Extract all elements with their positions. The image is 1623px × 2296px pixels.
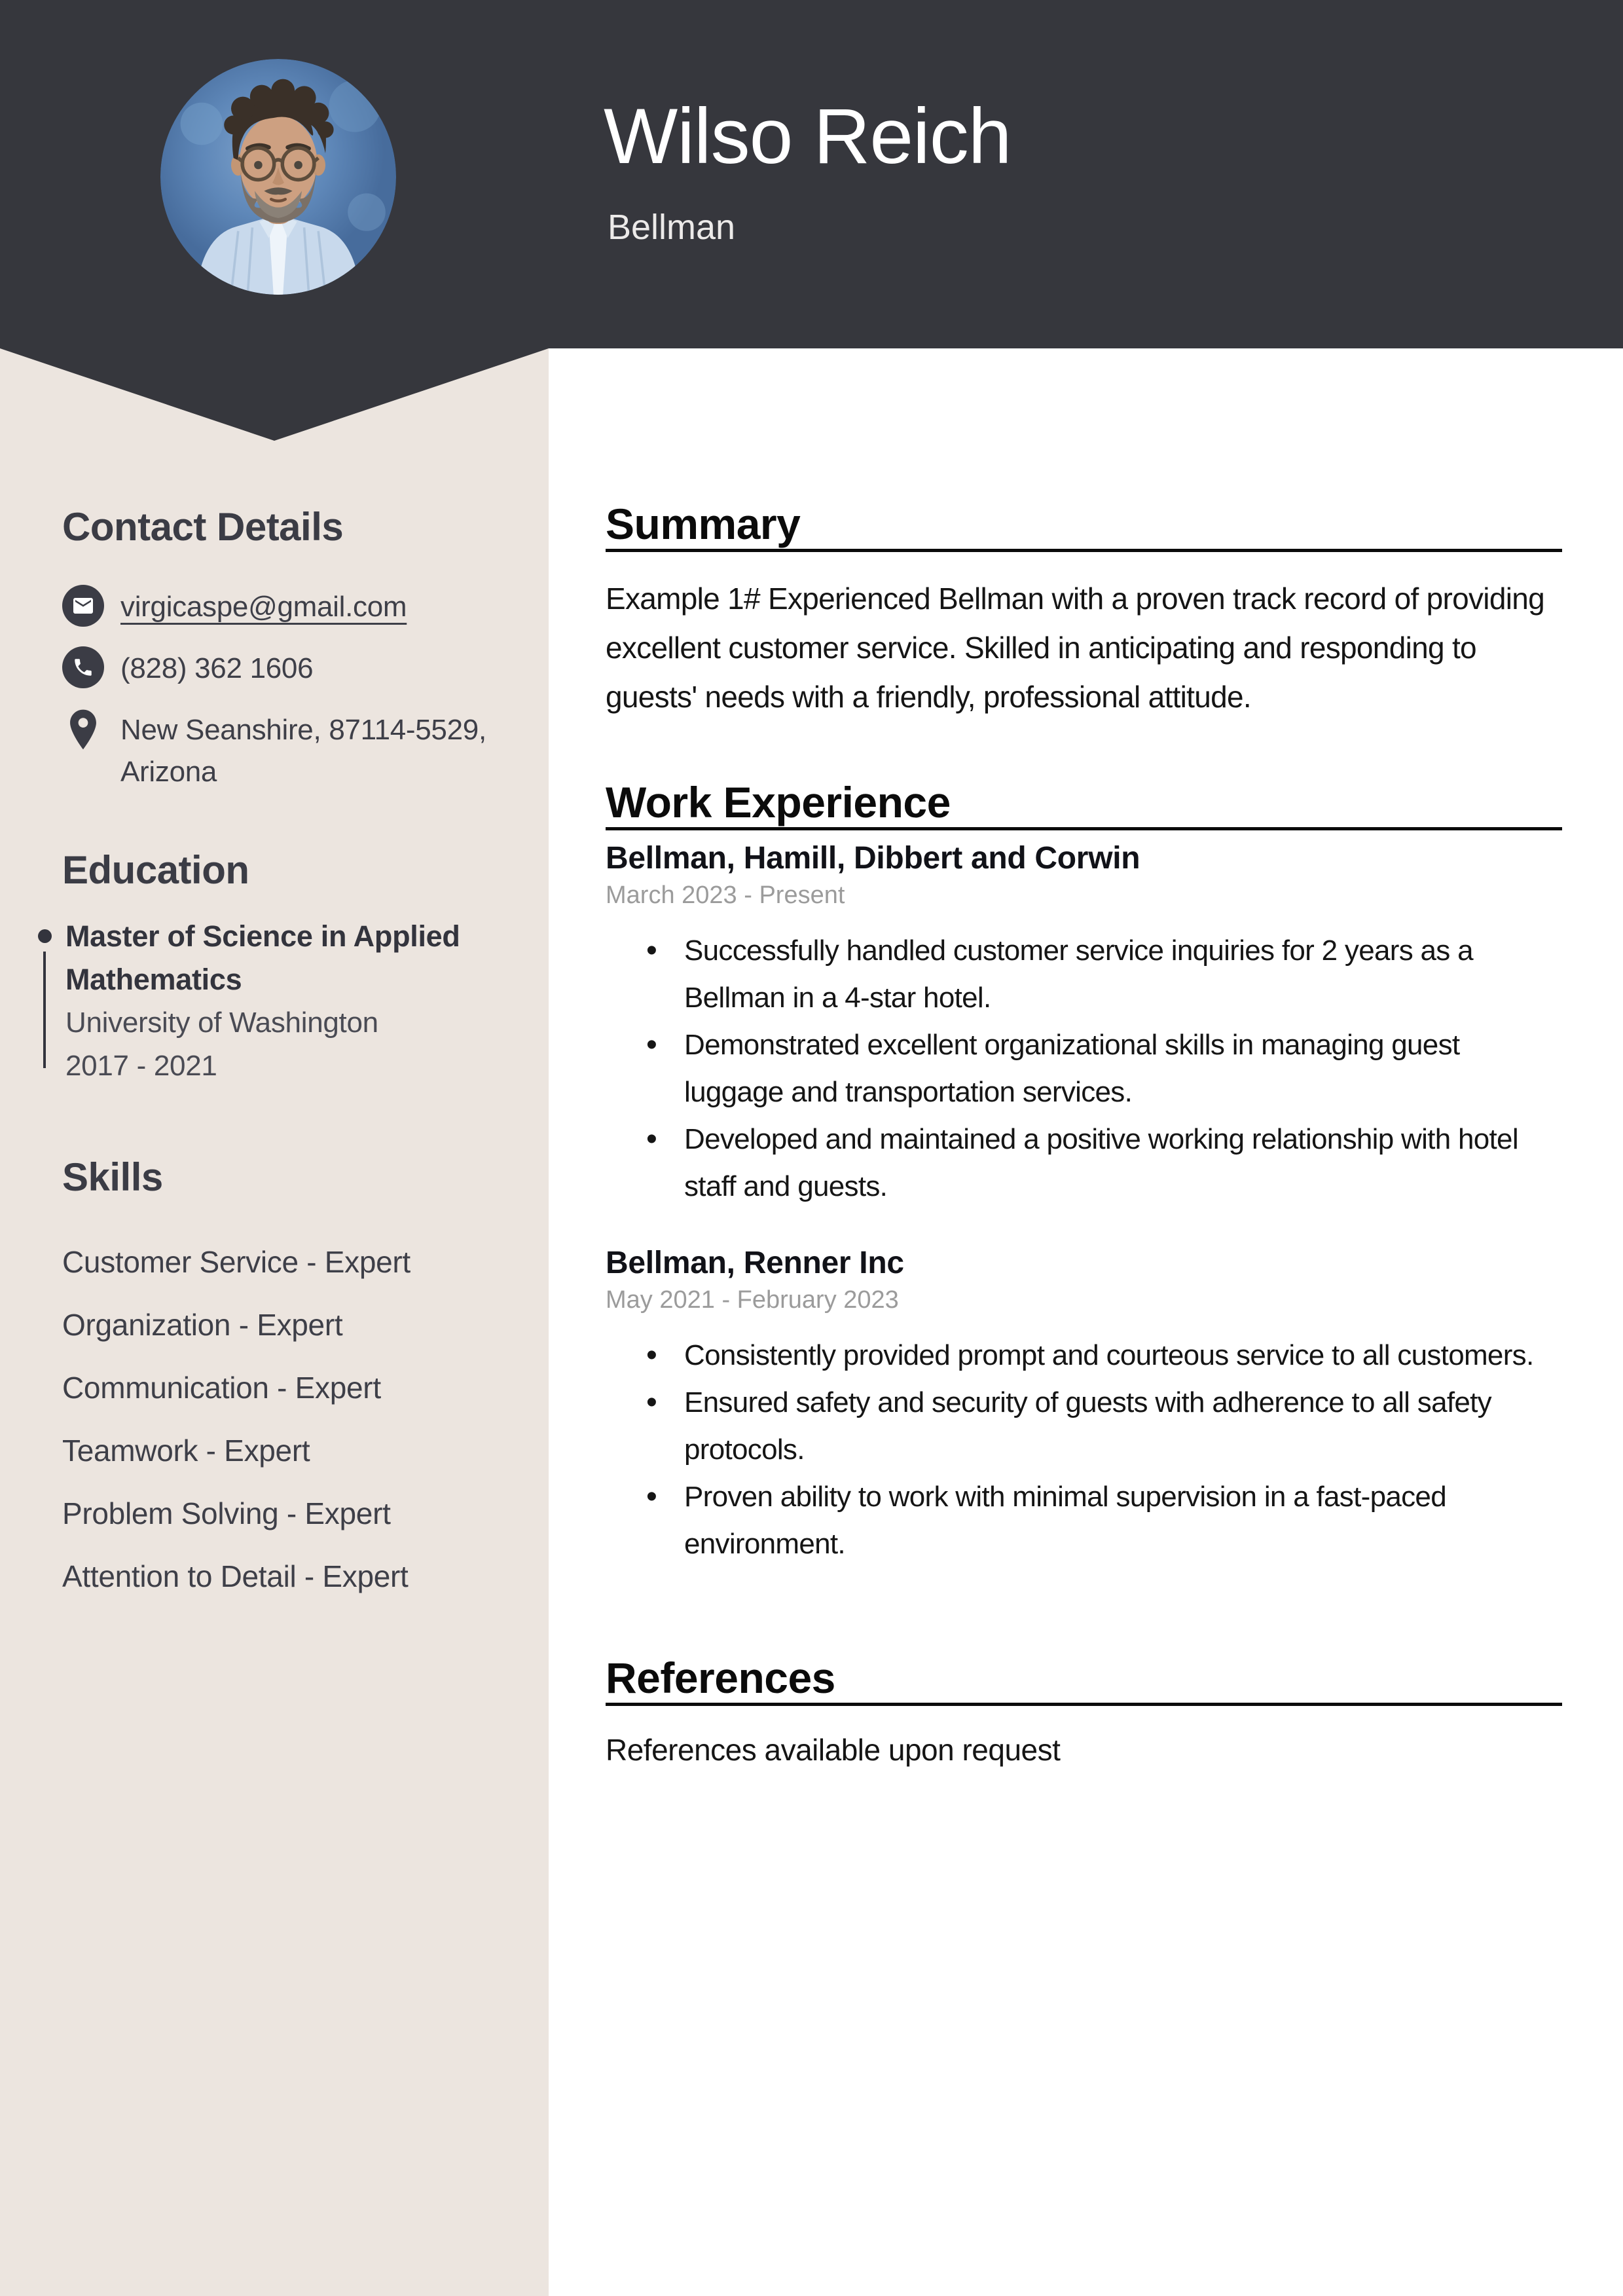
degree-name: Master of Science in Applied Mathematics xyxy=(65,919,460,996)
section-divider xyxy=(606,827,1562,830)
references-heading: References xyxy=(606,1654,835,1702)
job-bullet-list xyxy=(606,1332,1562,1568)
skills-section xyxy=(62,1155,520,1623)
contact-details-section xyxy=(62,504,520,811)
skill-item: Teamwork - Expert xyxy=(62,1434,310,1468)
job-entry xyxy=(606,1244,1562,1568)
job-bullet-list xyxy=(606,927,1562,1210)
section-divider xyxy=(606,1703,1562,1706)
section-divider xyxy=(606,549,1562,552)
education-entry xyxy=(30,915,528,1088)
location-pin-icon xyxy=(62,708,104,754)
contact-row-phone xyxy=(62,646,520,690)
timeline-dot xyxy=(38,929,52,943)
job-bullet: • Developed and maintained a positive working relationship with hotel staff and guests. xyxy=(606,1116,1561,1210)
skill-item: Problem Solving - Expert xyxy=(62,1496,391,1530)
references-section xyxy=(606,1653,1562,1771)
skill-item: Customer Service - Expert xyxy=(62,1245,410,1279)
person-name: Wilso Reich xyxy=(604,92,1012,180)
school-name: University of Washington xyxy=(65,1007,378,1039)
job-title: Bellman, Hamill, Dibbert and Corwin xyxy=(606,841,1140,876)
summary-heading: Summary xyxy=(606,500,801,548)
contact-rows xyxy=(62,585,520,793)
skills-list xyxy=(62,1246,520,1593)
skill-item: Organization - Expert xyxy=(62,1308,343,1342)
summary-text: Example 1# Experienced Bellman with a proven track record of providing excellent customer service. Skilled in anticipating and responding to guests' needs with a friendly, professional attitude. xyxy=(606,582,1544,714)
job-dates: May 2021 - February 2023 xyxy=(606,1286,899,1314)
phone-value: (828) 362 1606 xyxy=(120,652,314,684)
person-job-title: Bellman xyxy=(608,208,736,247)
job-dates: March 2023 - Present xyxy=(606,881,845,909)
location-value: New Seanshire, 87114-5529, Arizona xyxy=(120,714,486,788)
job-bullet: • Demonstrated excellent organizational skills in managing guest luggage and transportation services. xyxy=(606,1022,1561,1116)
job-bullet: • Proven ability to work with minimal supervision in a fast-paced environment. xyxy=(606,1473,1561,1568)
timeline-line xyxy=(43,952,46,1068)
job-title: Bellman, Renner Inc xyxy=(606,1246,904,1280)
email-link[interactable]: virgicaspe@gmail.com xyxy=(120,591,407,623)
skill-item: Attention to Detail - Expert xyxy=(62,1559,409,1593)
work-experience-heading: Work Experience xyxy=(606,778,951,826)
job-entry xyxy=(606,840,1562,1210)
header-chevron-decoration xyxy=(0,348,549,441)
avatar xyxy=(160,59,396,295)
summary-section xyxy=(606,499,1562,722)
education-dates: 2017 - 2021 xyxy=(65,1050,217,1082)
contact-row-location xyxy=(62,708,520,793)
job-bullet: • Consistently provided prompt and courteous service to all customers. xyxy=(606,1332,1561,1379)
education-heading: Education xyxy=(62,848,249,892)
education-section xyxy=(62,847,534,1088)
mail-icon xyxy=(62,585,104,627)
work-experience-section xyxy=(606,777,1562,1568)
contact-row-email xyxy=(62,585,520,628)
skill-item: Communication - Expert xyxy=(62,1371,381,1405)
phone-icon xyxy=(62,646,104,688)
portrait-photo-illustration xyxy=(160,59,396,295)
job-bullet: • Successfully handled customer service inquiries for 2 years as a Bellman in a 4-star hotel. xyxy=(606,927,1561,1022)
contact-details-heading: Contact Details xyxy=(62,505,344,549)
email-value[interactable] xyxy=(120,585,407,628)
job-bullet: • Ensured safety and security of guests with adherence to all safety protocols. xyxy=(606,1379,1561,1473)
references-text: References available upon request xyxy=(606,1733,1061,1767)
skills-heading: Skills xyxy=(62,1155,163,1199)
